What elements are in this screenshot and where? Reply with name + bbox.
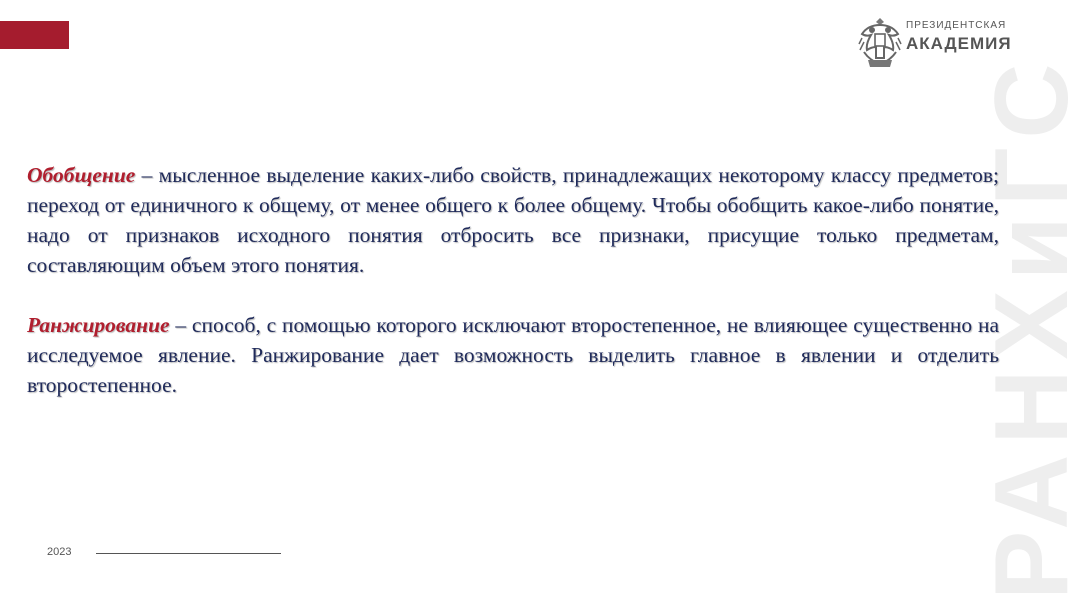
logo-text-line1: ПРЕЗИДЕНТСКАЯ [906,20,1007,31]
term-generalization: Обобщение [27,163,136,187]
definition-paragraph-generalization [27,160,999,280]
definition-text-ranking: – способ, с помощью которого исключают второстепенное, не влияющее существенно на исследуемое явление. Ранжирование дает возможность выделить главное в явлении и отделить второстепенное. [27,313,999,397]
academy-logo [858,14,1012,72]
watermark-text: РАНХиГС [974,53,1090,600]
footer-divider [96,553,281,554]
footer-year: 2023 [47,546,72,558]
definition-text-generalization: – мысленное выделение каких-либо свойств, принадлежащих некоторому классу предметов; переход от единичного к общему, от менее общего к более общему. Чтобы обобщить какое-либо понятие, надо от признаков исходного понятия отбросить все признаки, присущие только предметам, составляющим объем этого понятия. [27,163,999,277]
logo-text-line2: АКАДЕМИЯ [906,34,1012,53]
double-headed-eagle-emblem-icon [858,14,902,72]
slide-content [27,160,999,400]
term-ranking: Ранжирование [27,313,170,337]
accent-bar [0,21,69,49]
logo-text [906,21,1012,52]
definition-paragraph-ranking [27,310,999,400]
